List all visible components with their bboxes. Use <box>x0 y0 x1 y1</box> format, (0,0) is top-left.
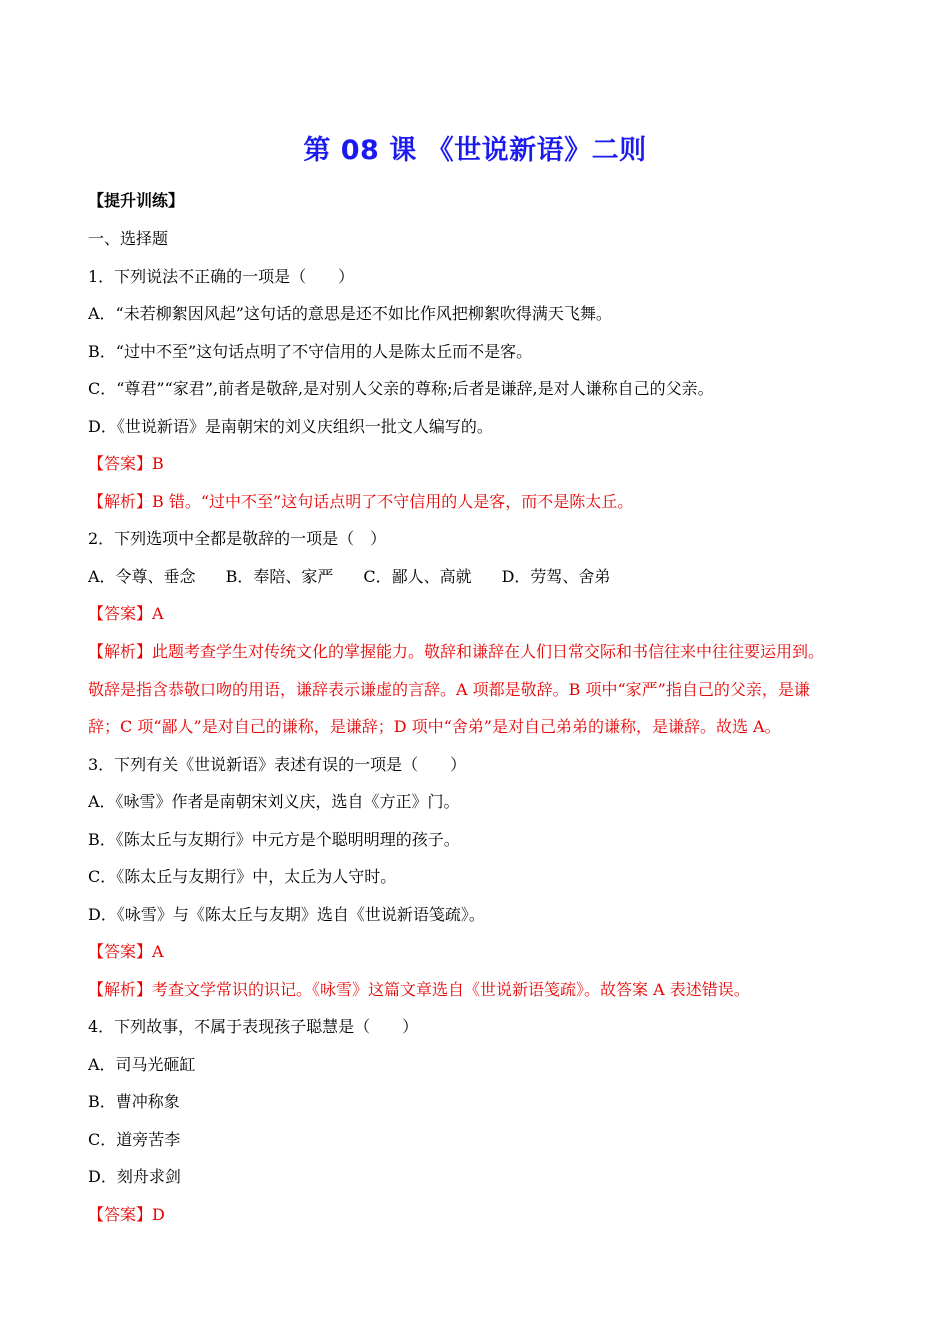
q2-analysis-line-2: 敬辞是指含恭敬口吻的用语，谦辞表示谦虚的言辞。A 项都是敬辞。B 项中“家严”指自己的父亲，是谦 <box>88 680 810 699</box>
section-heading: 【提升训练】 <box>88 191 185 210</box>
q2-answer: 【答案】A <box>88 604 164 623</box>
q3-analysis: 【解析】考查文学常识的识记。《咏雪》这篇文章选自《世说新语笺疏》。故答案 A 表述错误。 <box>88 980 750 999</box>
q4-stem: 4．下列故事，不属于表现孩子聪慧是（ ） <box>88 1017 419 1036</box>
q3-option-b: B．《陈太丘与友期行》中元方是个聪明明理的孩子。 <box>88 830 460 849</box>
q2-option-c: C．鄙人、高就 <box>363 567 472 586</box>
q4-answer: 【答案】D <box>88 1205 165 1224</box>
q2-options <box>88 566 610 588</box>
q2-stem: 2．下列选项中全都是敬辞的一项是（ ） <box>88 529 387 548</box>
q3-option-a: A．《咏雪》作者是南朝宋刘义庆，选自《方正》门。 <box>88 792 460 811</box>
q4-option-d: D．刻舟求剑 <box>88 1167 181 1186</box>
q1-option-b: B．“过中不至”这句话点明了不守信用的人是陈太丘而不是客。 <box>88 342 533 361</box>
q1-option-d: D．《世说新语》是南朝宋的刘义庆组织一批文人编写的。 <box>88 417 493 436</box>
page-title: 第 08 课 《世说新语》二则 <box>303 135 647 166</box>
q1-stem: 1．下列说法不正确的一项是（ ） <box>88 267 355 286</box>
q3-answer: 【答案】A <box>88 942 164 961</box>
q3-option-c: C．《陈太丘与友期行》中，太丘为人守时。 <box>88 867 397 886</box>
q2-analysis-line-1: 【解析】此题考查学生对传统文化的掌握能力。敬辞和谦辞在人们日常交际和书信往来中往往要运用到。 <box>88 642 825 661</box>
q1-analysis: 【解析】B 错。“过中不至”这句话点明了不守信用的人是客，而不是陈太丘。 <box>88 492 634 511</box>
q2-option-d: D．劳驾、舍弟 <box>501 567 611 586</box>
q2-option-b: B．奉陪、家严 <box>225 567 334 586</box>
q4-option-b: B．曹冲称象 <box>88 1092 180 1111</box>
q3-option-d: D．《咏雪》与《陈太丘与友期》选自《世说新语笺疏》。 <box>88 905 485 924</box>
q3-stem: 3．下列有关《世说新语》表述有误的一项是（ ） <box>88 755 467 774</box>
q2-analysis-line-3: 辞；C 项“鄙人”是对自己的谦称，是谦辞；D 项中“舍弟”是对自己弟弟的谦称，是谦辞。故选 A。 <box>88 717 781 736</box>
q1-option-c: C．“尊君”“家君”,前者是敬辞,是对别人父亲的尊称;后者是谦辞,是对人谦称自己的父亲。 <box>88 379 714 398</box>
q1-option-a: A．“未若柳絮因风起”这句话的意思是还不如比作风把柳絮吹得满天飞舞。 <box>88 304 612 323</box>
part-heading: 一、选择题 <box>88 229 169 248</box>
q4-option-a: A．司马光砸缸 <box>88 1055 196 1074</box>
q2-option-a: A．令尊、垂念 <box>88 567 196 586</box>
q1-answer: 【答案】B <box>88 454 164 473</box>
q4-option-c: C．道旁苦李 <box>88 1130 181 1149</box>
